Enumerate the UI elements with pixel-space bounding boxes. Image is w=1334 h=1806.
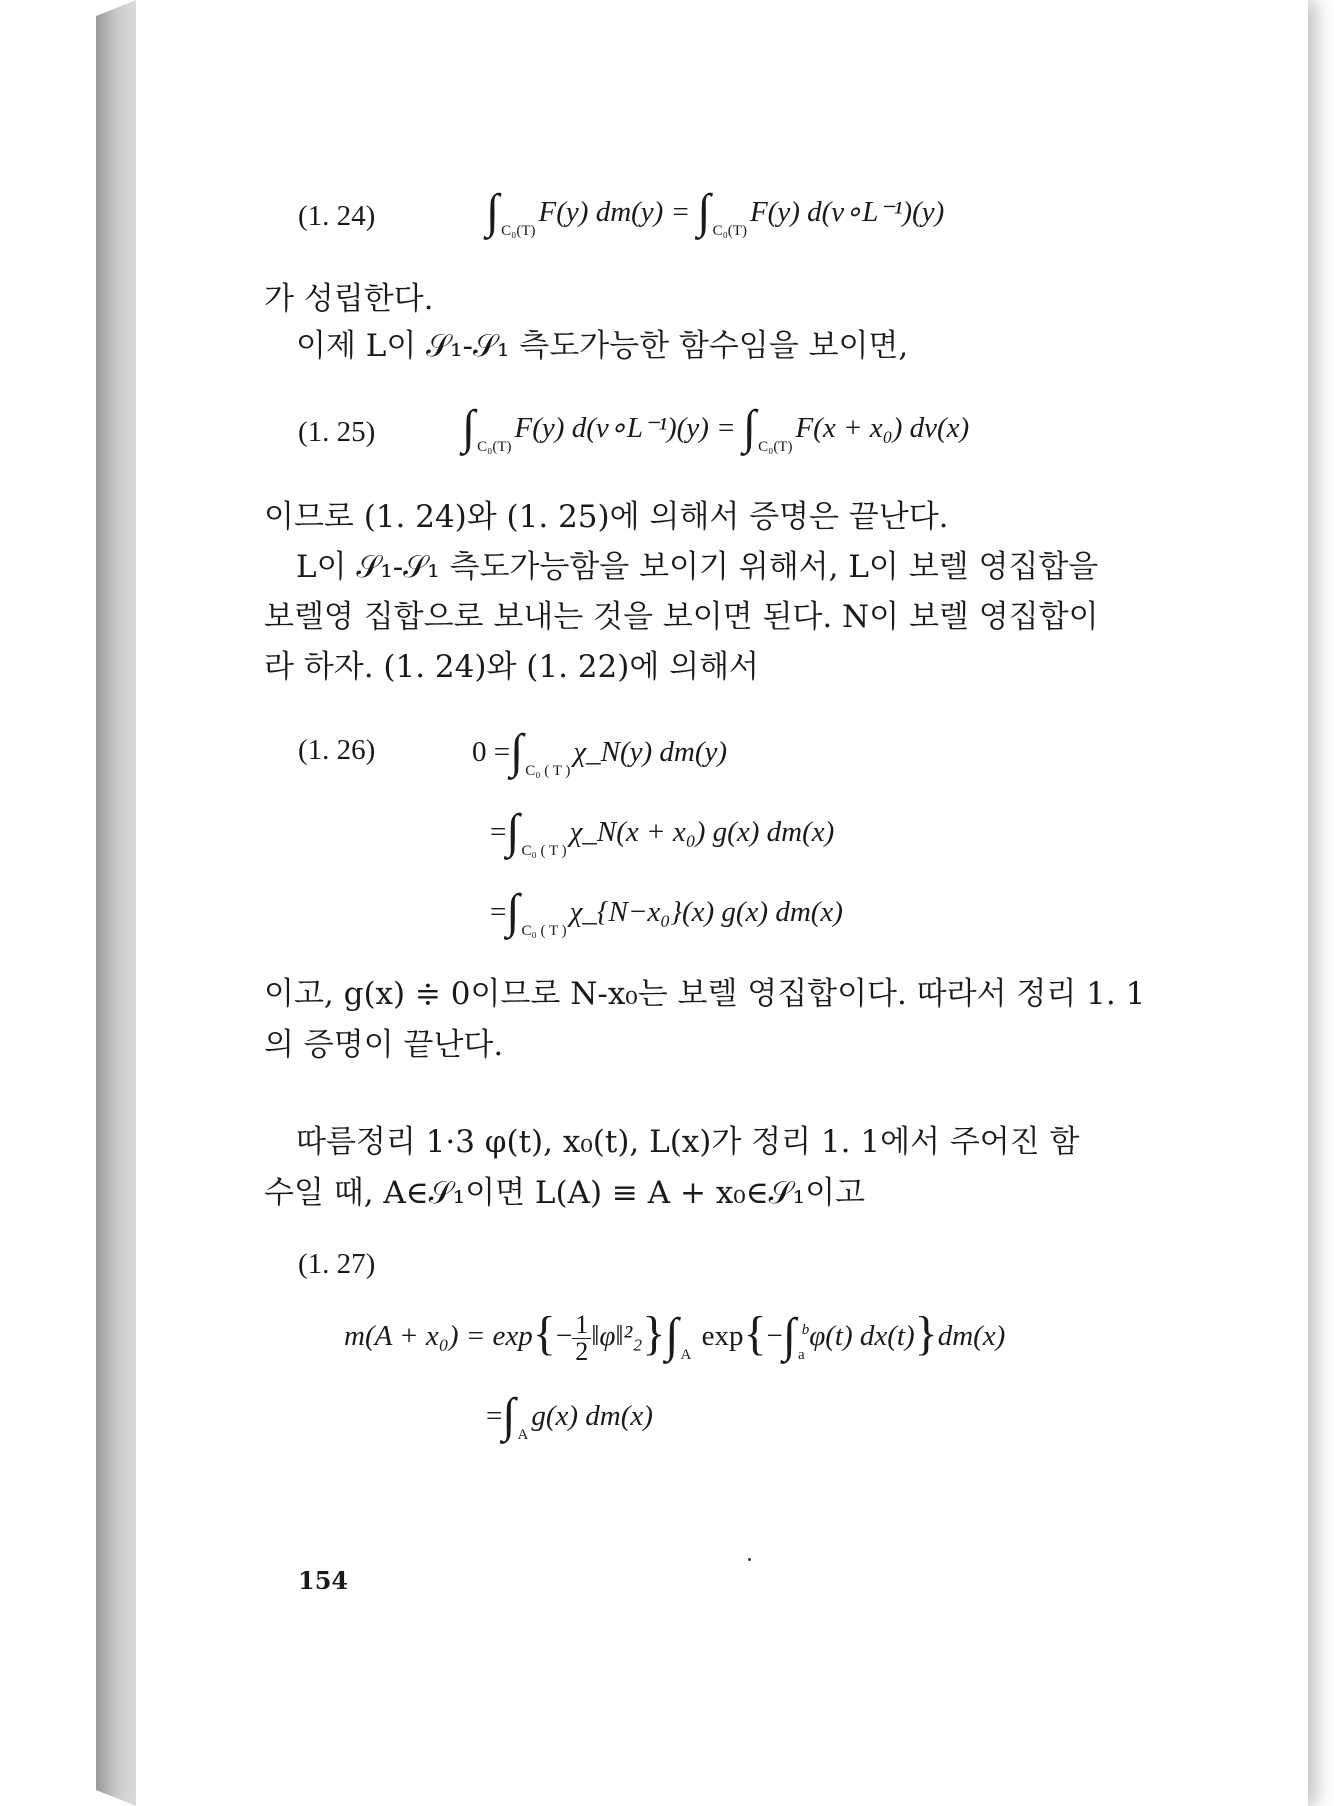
- eq-label-1-26: (1. 26): [298, 734, 376, 766]
- paragraph-line: 라 하자. (1. 24)와 (1. 22)에 의해서: [264, 649, 759, 685]
- page-number: 154: [298, 1566, 349, 1595]
- paragraph-line: 의 증명이 끝난다.: [264, 1027, 504, 1063]
- equation-1-25: ∫ C₀(T)F(y) d(ν∘L⁻¹)(y) = ∫ C₀(T)F(x + x₀) dν(x): [462, 401, 970, 455]
- eq-label-1-25: (1. 25): [298, 416, 376, 448]
- stray-dot: [748, 1558, 751, 1561]
- paragraph-line: 이므로 (1. 24)와 (1. 25)에 의해서 증명은 끝난다.: [264, 499, 949, 535]
- equation-1-26-row1: 0 =∫ C₀ ( T )χ_N(y) dm(y): [472, 725, 728, 779]
- paragraph-line: 가 성립한다.: [264, 281, 434, 317]
- eq-label-1-27: (1. 27): [298, 1248, 376, 1280]
- corollary-line: 따름정리 1·3 φ(t), x₀(t), L(x)가 정리 1. 1에서 주어진 함: [296, 1124, 1080, 1160]
- equation-1-26-row3: =∫ C₀ ( T )χ_{N−x₀}(x) g(x) dm(x): [490, 885, 843, 939]
- corollary-line: 수일 때, A∈𝒮₁이면 L(A) ≡ A + x₀∈𝒮₁이고: [264, 1175, 865, 1211]
- paragraph-line: L이 𝒮₁-𝒮₁ 측도가능함을 보이기 위해서, L이 보렐 영집합을: [296, 549, 1099, 585]
- equation-1-27-row2: =∫ Ag(x) dm(x): [486, 1389, 653, 1443]
- paragraph-line: 이제 L이 𝒮₁-𝒮₁ 측도가능한 함수임을 보이면,: [296, 328, 909, 364]
- eq-label-1-24: (1. 24): [298, 200, 376, 232]
- equation-1-24: ∫ C₀(T)F(y) dm(y) = ∫ C₀(T)F(y) d(ν∘L⁻¹)(y): [486, 185, 945, 239]
- paragraph-line: 이고, g(x) ≑ 0이므로 N-x₀는 보렐 영집합이다. 따라서 정리 1. 1: [264, 976, 1146, 1012]
- equation-1-27-row1: m(A + x₀) = exp{− $\frac{1}{2}$ ‖φ‖²₂}∫ A exp{−∫ $a^b\varphi(t)$ dx(t)}dm(x): [344, 1307, 1006, 1366]
- fraction-half: $\frac{1}{2}$: [572, 1312, 591, 1365]
- paragraph-line: 보렐영 집합으로 보내는 것을 보이면 된다. N이 보렐 영집합이: [264, 599, 1099, 635]
- book-spine: [96, 0, 136, 1806]
- equation-1-26-row2: =∫ C₀ ( T )χ_N(x + x₀) g(x) dm(x): [490, 805, 835, 859]
